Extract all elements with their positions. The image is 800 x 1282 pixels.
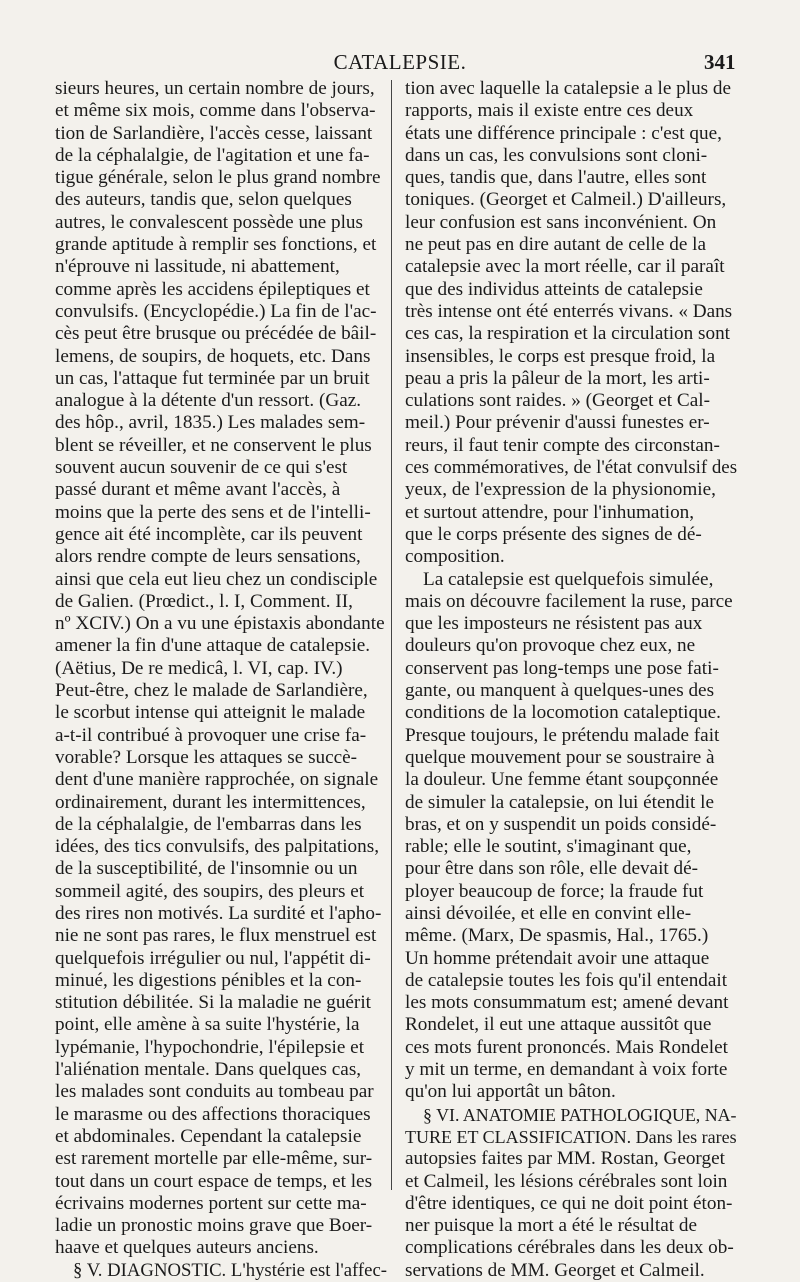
text-line: bras, et on y suspendit un poids considé- — [405, 813, 717, 835]
text-line: convulsifs. (Encyclopédie.) La fin de l'ac- — [55, 300, 377, 322]
text-line: passé durant et même avant l'accès, à — [55, 479, 341, 501]
text-line: cès peut être brusque ou précédée de bâil- — [55, 323, 377, 345]
page-number: 341 — [704, 50, 736, 74]
text-line: même. (Marx, De spasmis, Hal., 1765.) — [405, 925, 709, 947]
text-line: très intense ont été enterrés vivans. « Dans — [405, 300, 733, 322]
text-line: amener la fin d'une attaque de catalepsie. — [55, 635, 371, 657]
text-line: tion avec laquelle la catalepsie a le plus de — [405, 78, 732, 99]
text-line: que le corps présente des signes de dé- — [405, 523, 702, 545]
text-line: sommeil agité, des soupirs, des pleurs et — [55, 880, 365, 902]
text-line: TURE ET CLASSIFICATION. Dans les rares — [405, 1126, 737, 1147]
text-line: ainsi que cela eut lieu chez un condisciple — [55, 568, 378, 590]
text-line: point, elle amène à sa suite l'hystérie, la — [55, 1014, 360, 1036]
text-line: gence ait été incomplète, car ils peuvent — [55, 523, 363, 545]
text-line: composition. — [405, 546, 505, 568]
text-line: y mit un terme, en demandant à voix forte — [405, 1059, 728, 1081]
text-line: blent se réveiller, et ne conservent le plus — [55, 434, 372, 456]
text-line: ques, tandis que, dans l'autre, elles sont — [405, 167, 707, 189]
text-line: catalepsie avec la mort réelle, car il paraît — [405, 256, 725, 278]
text-line: insensibles, le corps est presque froid, la — [405, 345, 716, 367]
text-line: tout dans un court espace de temps, et les — [55, 1170, 373, 1192]
text-line: de la céphalalgie, de l'embarras dans les — [55, 813, 362, 835]
right-column — [405, 78, 737, 1282]
text-line: ployer beaucoup de force; la fraude fut — [405, 880, 704, 902]
text-line: meil.) Pour prévenir d'aussi funestes er- — [405, 412, 710, 434]
text-line: de simuler la catalepsie, on lui étendit le — [405, 791, 715, 813]
text-line: dans un cas, les convulsions sont cloni- — [405, 144, 708, 166]
left-column — [55, 78, 387, 1282]
text-line: vorable? Lorsque les attaques se succè- — [55, 746, 358, 768]
text-line: a-t-il contribué à provoquer une crise fa- — [55, 724, 367, 746]
text-line: de catalepsie toutes les fois qu'il entendait — [405, 969, 728, 991]
text-line: (Aëtius, De re medicâ, l. VI, cap. IV.) — [55, 657, 343, 679]
text-line: d'être identiques, ce qui ne doit point éton- — [405, 1192, 733, 1214]
text-line: alors rendre compte de leurs sensations, — [55, 546, 361, 568]
text-line: de la susceptibilité, de l'insomnie ou un — [55, 858, 358, 880]
text-line: lypémanie, l'hypochondrie, l'épilepsie et — [55, 1036, 365, 1058]
text-line: nie ne sont pas rares, le flux menstruel est — [55, 925, 377, 947]
text-line: leur confusion est sans inconvénient. On — [405, 211, 717, 233]
text-line: ces mots furent prononcés. Mais Rondelet — [405, 1036, 728, 1058]
text-line: rable; elle le soutint, s'imaginant que, — [405, 836, 692, 858]
text-line: états une différence principale : c'est que, — [405, 122, 722, 144]
text-line: des hôp., avril, 1835.) Les malades sem- — [55, 412, 366, 434]
text-line: grande aptitude à remplir ses fonctions, et — [55, 234, 377, 256]
text-line: nº XCIV.) On a vu une épistaxis abondante — [55, 613, 385, 635]
text-line: rapports, mais il existe entre ces deux — [405, 100, 694, 122]
text-line: est rarement mortelle par elle-même, sur- — [55, 1148, 373, 1170]
text-line: souvent aucun souvenir de ce qui s'est — [55, 457, 348, 479]
text-line: peau a pris la pâleur de la mort, les arti- — [405, 367, 710, 389]
running-title: CATALEPSIE. — [333, 50, 467, 74]
text-line: ner puisque la mort a été le résultat de — [405, 1215, 697, 1237]
text-line: idées, des tics convulsifs, des palpitations, — [55, 836, 380, 858]
text-line: minué, les digestions pénibles et la con- — [55, 969, 362, 991]
text-line: stitution débilitée. Si la maladie ne guérit — [55, 992, 371, 1014]
text-line: des auteurs, tandis que, selon quelques — [55, 189, 352, 211]
text-line: un cas, l'attaque fut terminée par un bruit — [55, 367, 370, 389]
text-line: dent d'une manière rapprochée, on signale — [55, 769, 379, 791]
text-line: ne peut pas en dire autant de celle de la — [405, 234, 706, 256]
text-line: et même six mois, comme dans l'observa- — [55, 100, 376, 122]
text-line: écrivains modernes portent sur cette ma- — [55, 1192, 367, 1214]
text-line: le marasme ou des affections thoraciques — [55, 1103, 371, 1125]
text-line: ordinairement, durant les intermittences, — [55, 791, 366, 813]
text-line: servations de MM. Georget et Calmeil. — [405, 1259, 705, 1281]
text-line: n'éprouve ni lassitude, ni abattement, — [55, 256, 340, 278]
text-line: Peut-être, chez le malade de Sarlandière, — [55, 680, 368, 702]
text-line: Rondelet, il eut une attaque aussitôt que — [405, 1014, 712, 1036]
text-line: mais on découvre facilement la ruse, parce — [405, 590, 733, 612]
text-line: les mots consummatum est; amené devant — [405, 992, 729, 1014]
text-line: Un homme prétendait avoir une attaque — [405, 947, 710, 969]
text-line: et surtout attendre, pour l'inhumation, — [405, 501, 695, 523]
text-line: de la céphalalgie, de l'agitation et une fa- — [55, 144, 370, 166]
text-line: conditions de la locomotion cataleptique. — [405, 702, 721, 724]
text-line: sieurs heures, un certain nombre de jours, — [55, 78, 375, 99]
text-line: des rires non motivés. La surdité et l'apho- — [55, 902, 382, 924]
text-line: douleurs qu'on provoque chez eux, ne — [405, 635, 696, 657]
text-line: l'aliénation mentale. Dans quelques cas, — [55, 1059, 362, 1081]
text-line: lemens, de soupirs, de hoquets, etc. Dans — [55, 345, 371, 367]
text-line: quelquefois irrégulier ou nul, l'appétit di- — [55, 947, 371, 969]
text-line: les malades sont conduits au tombeau par — [55, 1081, 374, 1103]
text-line: et abdominales. Cependant la catalepsie — [55, 1125, 362, 1147]
text-line: le scorbut intense qui atteignit le malade — [55, 702, 366, 724]
text-line: Presque toujours, le prétendu malade fait — [405, 724, 720, 746]
text-line: yeux, de l'expression de la physionomie, — [405, 479, 716, 501]
text-line: gante, ou manquent à quelques-unes des — [405, 680, 715, 702]
text-line: autopsies faites par MM. Rostan, Georget — [405, 1148, 725, 1170]
text-line: haave et quelques auteurs anciens. — [55, 1237, 319, 1259]
text-line: reurs, il faut tenir compte des circonstan- — [405, 434, 720, 456]
text-line: § V. DIAGNOSTIC. L'hystérie est l'affec- — [73, 1259, 387, 1281]
text-line: complications cérébrales dans les deux ob- — [405, 1237, 734, 1259]
text-line: quelque mouvement pour se soustraire à — [405, 746, 715, 768]
text-line: La catalepsie est quelquefois simulée, — [423, 568, 714, 590]
text-line: ces cas, la respiration et la circulation sont — [405, 323, 730, 345]
text-line: et Calmeil, les lésions cérébrales sont loin — [405, 1170, 728, 1192]
text-line: § VI. ANATOMIE PATHOLOGIQUE, NA- — [423, 1104, 737, 1125]
text-line: de Galien. (Prœdict., l. I, Comment. II, — [55, 590, 353, 612]
column-divider — [391, 80, 392, 1190]
text-line: qu'on lui apportât un bâton. — [405, 1081, 616, 1103]
text-line: conservent pas long-temps une pose fati- — [405, 657, 719, 679]
text-line: que des individus atteints de catalepsie — [405, 278, 703, 300]
text-line: que les imposteurs ne résistent pas aux — [405, 613, 703, 635]
text-line: moins que la perte des sens et de l'intelli- — [55, 501, 371, 523]
text-line: ces commémoratives, de l'état convulsif des — [405, 457, 738, 479]
text-line: analogue à la détente d'un ressort. (Gaz. — [55, 390, 362, 412]
text-line: pour être dans son rôle, elle devait dé- — [405, 858, 699, 880]
text-line: la douleur. Une femme étant soupçonnée — [405, 769, 719, 791]
text-line: tigue générale, selon le plus grand nombre — [55, 167, 381, 189]
text-line: autres, le convalescent possède une plus — [55, 211, 363, 233]
text-line: toniques. (Georget et Calmeil.) D'ailleurs, — [405, 189, 727, 211]
text-line: tion de Sarlandière, l'accès cesse, laissant — [55, 122, 373, 144]
text-line: ainsi dévoilée, et elle en convint elle- — [405, 902, 692, 924]
text-line: culations sont raides. » (Georget et Cal- — [405, 390, 710, 412]
text-line: ladie un pronostic moins grave que Boer- — [55, 1215, 373, 1237]
text-line: comme après les accidens épileptiques et — [55, 278, 370, 300]
